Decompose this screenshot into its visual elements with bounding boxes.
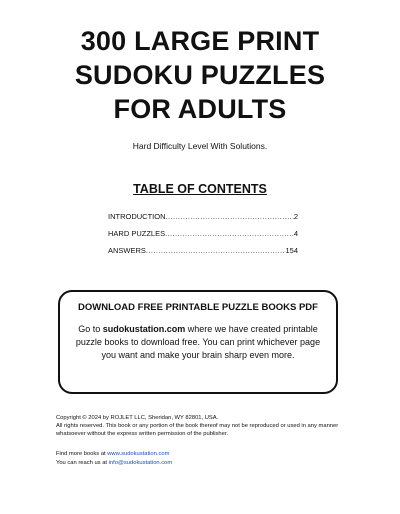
reach-us-line bbox=[56, 459, 356, 468]
title-line-3: FOR ADULTS bbox=[113, 94, 287, 124]
toc-dot-leader bbox=[146, 246, 286, 255]
toc-item-hard-puzzles[interactable] bbox=[108, 229, 298, 246]
toc-item-answers[interactable] bbox=[108, 246, 298, 263]
copyright-text: Copyright © 2024 by ROJLET LLC, Sheridan, WY 82801, USA. bbox=[56, 415, 219, 421]
toc-item-page: 2 bbox=[293, 212, 298, 221]
download-site-link[interactable]: sudokustation.com bbox=[102, 324, 186, 334]
toc-dot-leader bbox=[166, 212, 294, 221]
toc-item-introduction[interactable] bbox=[108, 212, 298, 229]
find-more-line bbox=[56, 450, 356, 459]
toc-heading bbox=[0, 182, 400, 196]
rights-text: All rights reserved. This book or any portion of the book thereof may not be reproduced or used in any manner whatsoever without the express written permission of the publisher. bbox=[56, 423, 339, 437]
find-more-label: Find more books at bbox=[56, 451, 108, 457]
download-text-after: where we have created printable puzzle books to download free. You can print whichever page you want and make your brain sharp even more. bbox=[75, 324, 321, 360]
toc-dot-leader bbox=[165, 229, 294, 238]
email-link[interactable]: info@sudokustation.com bbox=[108, 460, 173, 466]
download-text-before: Go to bbox=[78, 324, 103, 334]
footer-links bbox=[56, 450, 356, 468]
title-line-1: 300 LARGE PRINT bbox=[80, 26, 320, 56]
toc-item-label: INTRODUCTION bbox=[108, 212, 166, 221]
toc-item-label: HARD PUZZLES bbox=[108, 229, 166, 238]
toc-item-page: 154 bbox=[285, 246, 298, 255]
reach-us-label: You can reach us at bbox=[56, 460, 109, 466]
footer bbox=[56, 414, 356, 468]
toc-item-label: ANSWERS bbox=[108, 246, 146, 255]
toc-heading-text: TABLE OF CONTENTS bbox=[133, 182, 267, 196]
download-box-text bbox=[68, 323, 328, 362]
find-more-link[interactable]: www.sudokustation.com bbox=[107, 451, 170, 457]
download-box bbox=[58, 290, 338, 394]
table-of-contents bbox=[108, 212, 298, 263]
download-box-title: DOWNLOAD FREE PRINTABLE PUZZLE BOOKS PDF bbox=[78, 302, 318, 313]
subtitle: Hard Difficulty Level With Solutions. bbox=[132, 141, 268, 151]
title-line-2: SUDOKU PUZZLES bbox=[74, 60, 326, 90]
page-title bbox=[0, 24, 400, 126]
toc-item-page: 4 bbox=[293, 229, 298, 238]
